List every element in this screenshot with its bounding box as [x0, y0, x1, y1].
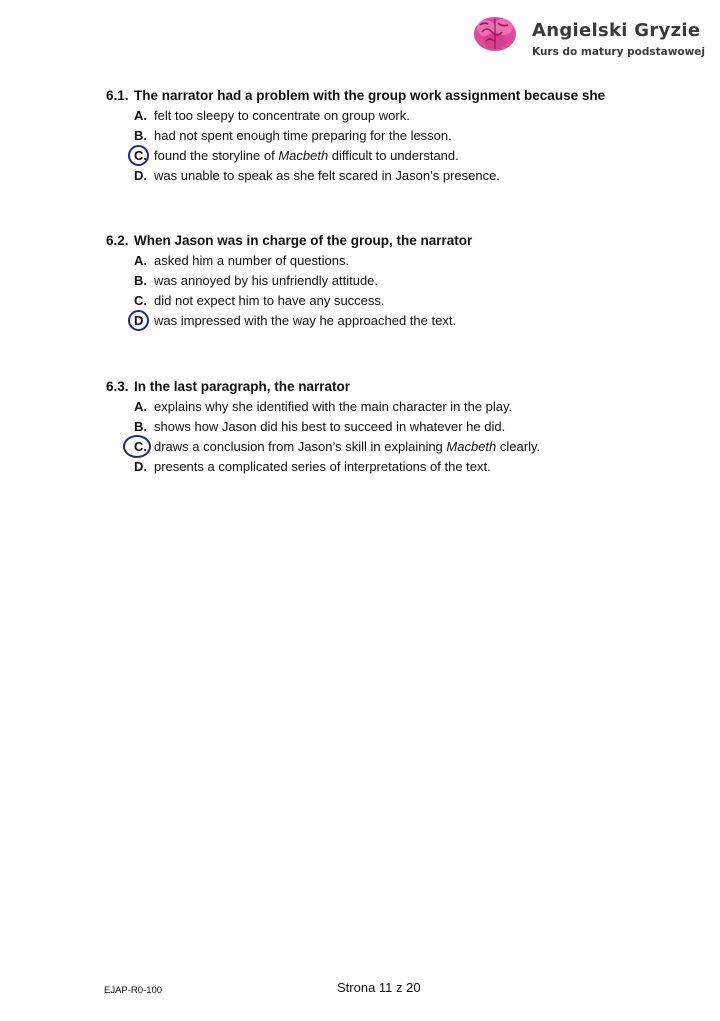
brand-title: Angielski Gryzie [532, 20, 701, 41]
option-list [134, 106, 605, 186]
option-list [134, 397, 540, 477]
option-text: was unable to speak as she felt scared in Jason’s presence. [154, 168, 500, 183]
option-b[interactable] [134, 126, 605, 146]
option-letter: B. [134, 128, 147, 143]
brand-header [472, 10, 712, 60]
option-d[interactable] [134, 311, 472, 331]
option-letter: C. [134, 293, 147, 308]
question-number: 6.1. [106, 88, 129, 103]
option-text: was impressed with the way he approached the text. [154, 313, 457, 328]
option-d[interactable] [134, 166, 605, 186]
option-list [134, 251, 472, 331]
option-c[interactable] [134, 437, 540, 457]
option-letter: D. [134, 459, 147, 474]
option-text: felt too sleepy to concentrate on group work. [154, 108, 410, 123]
option-b[interactable] [134, 271, 472, 291]
title-text: Macbeth [446, 439, 497, 454]
option-letter: B. [134, 273, 147, 288]
option-text-end: clearly. [496, 439, 541, 454]
option-c[interactable] [134, 291, 472, 311]
question-stem: When Jason was in charge of the group, the narrator [134, 233, 473, 248]
question-6-2 [106, 231, 472, 331]
option-text: draws a conclusion from Jason’s skill in explaining [154, 439, 447, 454]
answer-circle [123, 435, 151, 458]
option-text: asked him a number of questions. [154, 253, 350, 268]
option-letter: D. [134, 168, 147, 183]
option-letter: C. [134, 439, 147, 454]
brain-icon [472, 14, 518, 54]
page-number: Strona 11 z 20 [337, 980, 421, 995]
answer-circle [128, 145, 149, 166]
option-letter: A. [134, 399, 147, 414]
option-b[interactable] [134, 417, 540, 437]
option-letter: C. [134, 148, 147, 163]
option-text: was annoyed by his unfriendly attitude. [154, 273, 379, 288]
option-a[interactable] [134, 251, 472, 271]
question-6-3 [106, 377, 540, 477]
option-letter: B. [134, 419, 147, 434]
title-text: Macbeth [278, 148, 329, 163]
option-letter: A. [134, 108, 147, 123]
option-a[interactable] [134, 397, 540, 417]
question-stem: The narrator had a problem with the group work assignment because she [134, 88, 606, 103]
answer-circle [128, 310, 149, 331]
option-text: found the storyline of [154, 148, 279, 163]
option-text: had not spent enough time preparing for the lesson. [154, 128, 452, 143]
question-number: 6.3. [106, 379, 129, 394]
option-text: presents a complicated series of interpretations of the text. [154, 459, 491, 474]
option-text-end: difficult to understand. [328, 148, 459, 163]
option-c[interactable] [134, 146, 605, 166]
option-a[interactable] [134, 106, 605, 126]
option-d[interactable] [134, 457, 540, 477]
question-6-1 [106, 86, 605, 186]
brand-subtitle: Kurs do matury podstawowej [532, 46, 706, 58]
option-text: explains why she identified with the main character in the play. [154, 399, 513, 414]
document-code: EJAP-R0-100 [104, 985, 163, 996]
option-letter: D [134, 313, 144, 328]
option-text: shows how Jason did his best to succeed in whatever he did. [154, 419, 506, 434]
option-text: did not expect him to have any success. [154, 293, 385, 308]
question-stem: In the last paragraph, the narrator [134, 379, 351, 394]
question-number: 6.2. [106, 233, 129, 248]
option-letter: A. [134, 253, 147, 268]
